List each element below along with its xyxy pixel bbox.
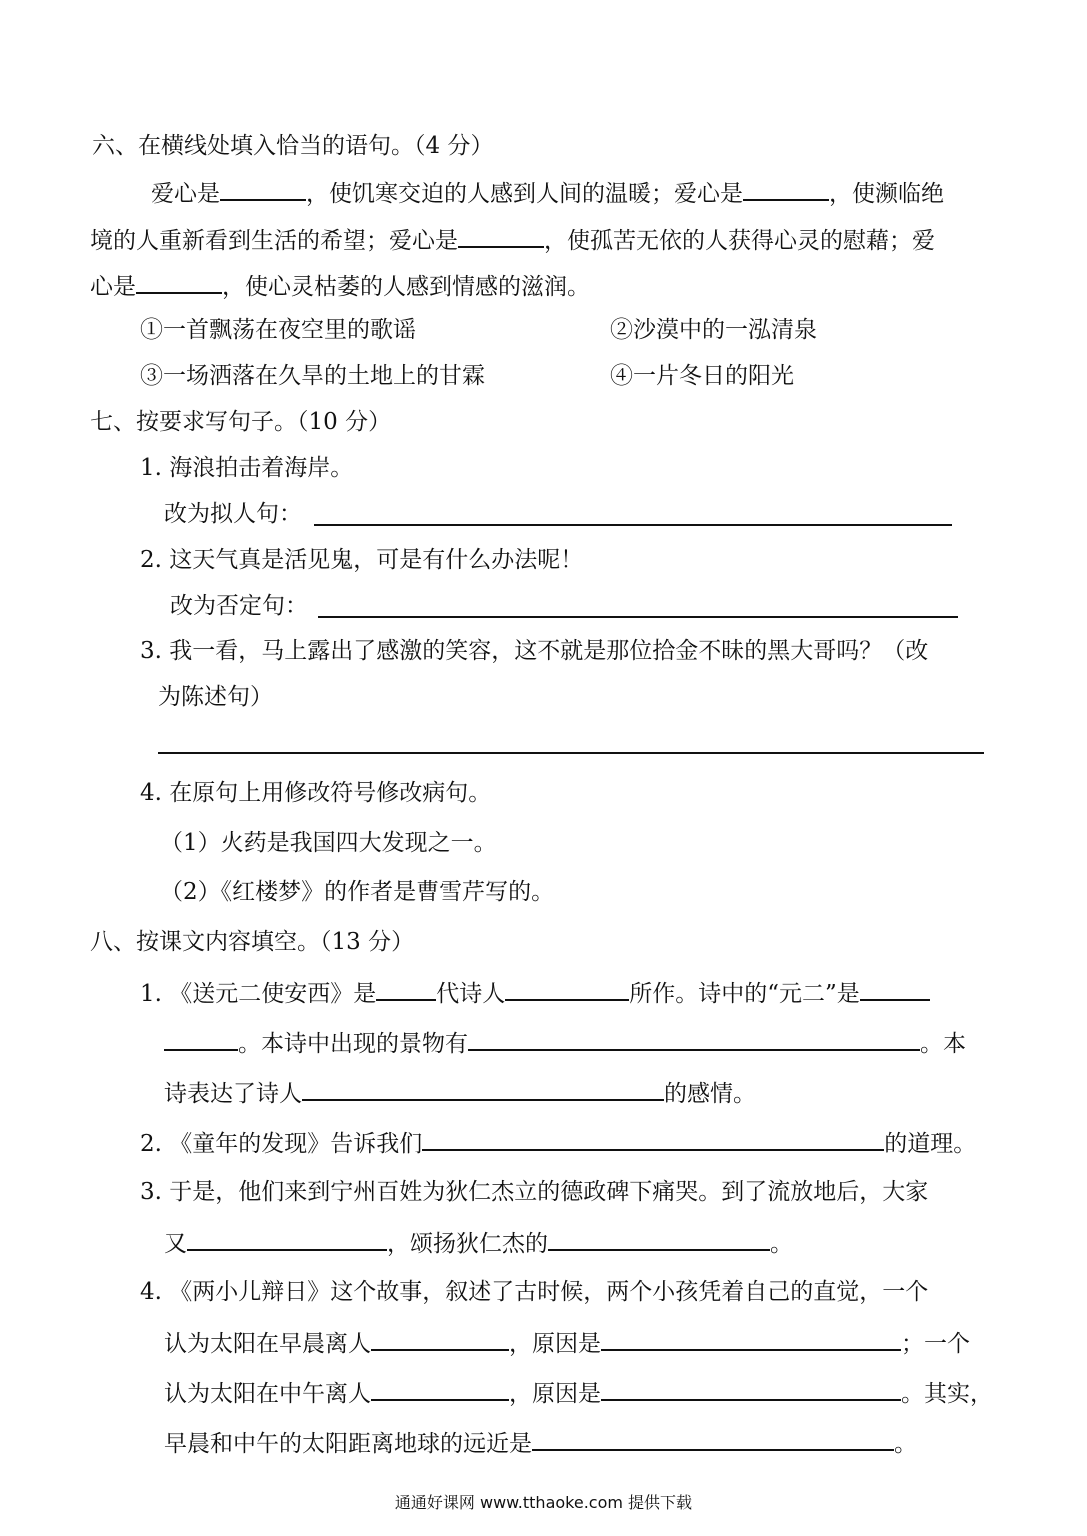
s6-blank-2[interactable] <box>743 177 829 201</box>
s7-q2-prompt: 改为否定句： <box>170 593 308 619</box>
s8-q4-line-1: 4. 《两小儿辩日》这个故事，叙述了古时候，两个小孩凭着自己的直觉，一个 <box>140 1279 929 1305</box>
s8-q1-blank-scenery[interactable] <box>468 1027 920 1051</box>
s7-q1-prompt: 改为拟人句： <box>164 501 302 527</box>
s8-text: 2. 《童年的发现》告诉我们 <box>140 1131 423 1157</box>
s8-text: 1. 《送元二使安西》是 <box>140 981 377 1007</box>
s8-text: 的道理。 <box>884 1131 977 1157</box>
s7-question-2: 2. 这天气真是活见鬼，可是有什么办法呢！ <box>140 547 584 573</box>
s8-q3-blank-2[interactable] <box>548 1227 770 1251</box>
s7-question-3: 3. 我一看，马上露出了感激的笑容，这不就是那位拾金不昧的黑大哥吗？（改 <box>140 638 929 664</box>
s6-blank-1[interactable] <box>220 177 306 201</box>
s8-q1-line-3 <box>164 1077 756 1107</box>
s8-q4-line-2 <box>164 1327 970 1357</box>
s8-text: 又 <box>164 1231 187 1257</box>
s7-question-4: 4. 在原句上用修改符号修改病句。 <box>140 780 492 806</box>
s6-option-1: ①一首飘荡在夜空里的歌谣 <box>140 317 416 343</box>
s8-text: 认为太阳在早晨离人 <box>164 1331 371 1357</box>
s8-text: ，原因是 <box>509 1381 601 1407</box>
s8-q1-blank-feeling[interactable] <box>302 1077 664 1101</box>
s7-q1-answer-line[interactable] <box>314 524 952 526</box>
s8-q1-blank-yuaner-cont[interactable] <box>164 1027 238 1051</box>
s8-q2-blank[interactable] <box>422 1127 884 1151</box>
s6-paragraph-line-3 <box>90 270 590 300</box>
s8-q4-line-3 <box>164 1377 993 1407</box>
s8-q1-blank-yuaner[interactable] <box>860 977 930 1001</box>
s8-q4-blank-1[interactable] <box>371 1327 509 1351</box>
s8-text: 。本诗中出现的景物有 <box>238 1031 468 1057</box>
s7-question-1: 1. 海浪拍击着海岸。 <box>140 455 354 481</box>
s8-q4-blank-5[interactable] <box>532 1427 894 1451</box>
section-6-heading: 六、在横线处填入恰当的语句。（4 分） <box>92 133 494 159</box>
s8-q4-blank-4[interactable] <box>601 1377 901 1401</box>
s6-blank-3[interactable] <box>458 224 544 248</box>
s8-text: 。 <box>770 1231 793 1257</box>
s8-text: 。 <box>894 1431 917 1457</box>
s6-text: ，使心灵枯萎的人感到情感的滋润。 <box>222 274 590 300</box>
s6-option-2: ②沙漠中的一泓清泉 <box>610 317 817 343</box>
s6-option-4: ④一片冬日的阳光 <box>610 363 794 389</box>
s7-q4-item-1: （1）火药是我国四大发现之一。 <box>160 830 497 856</box>
s8-text: 代诗人 <box>436 981 506 1007</box>
s6-option-3: ③一场洒落在久旱的土地上的甘霖 <box>140 363 485 389</box>
s7-q3-answer-line[interactable] <box>158 752 984 754</box>
s8-text: 。本 <box>920 1031 966 1057</box>
s6-blank-4[interactable] <box>136 270 222 294</box>
s8-text: 。其实， <box>901 1381 993 1407</box>
s8-q3-line-1: 3. 于是，他们来到宁州百姓为狄仁杰立的德政碑下痛哭。到了流放地后，大家 <box>140 1179 929 1205</box>
s6-text: 境的人重新看到生活的希望；爱心是 <box>90 228 458 254</box>
s8-text: ，颂扬狄仁杰的 <box>387 1231 548 1257</box>
s8-q4-line-4 <box>164 1427 917 1457</box>
s8-text: 诗表达了诗人 <box>164 1081 302 1107</box>
s8-q1-blank-poet[interactable] <box>505 977 629 1001</box>
s6-text: 心是 <box>90 274 136 300</box>
s6-paragraph-line-1 <box>151 177 944 207</box>
s8-text: 的感情。 <box>664 1081 756 1107</box>
s8-text: 早晨和中午的太阳距离地球的远近是 <box>164 1431 532 1457</box>
s6-text: ，使饥寒交迫的人感到人间的温暖；爱心是 <box>306 181 743 207</box>
page-footer: 通通好课网 www.tthaoke.com 提供下载 <box>394 1493 693 1512</box>
s8-q3-line-2 <box>164 1227 793 1257</box>
section-7-heading: 七、按要求写句子。（10 分） <box>90 409 392 435</box>
s6-text: ，使孤苦无依的人获得心灵的慰藉；爱 <box>544 228 935 254</box>
s8-text: 所作。诗中的“元二”是 <box>629 981 860 1007</box>
s6-paragraph-line-2 <box>90 224 935 254</box>
s8-q3-blank-1[interactable] <box>187 1227 387 1251</box>
s8-q1-line-1 <box>140 977 930 1007</box>
s8-text: ，原因是 <box>509 1331 601 1357</box>
s8-q4-blank-2[interactable] <box>601 1327 901 1351</box>
s6-text: 爱心是 <box>151 181 220 207</box>
s8-q1-blank-dynasty[interactable] <box>376 977 436 1001</box>
s6-text: ，使濒临绝 <box>829 181 944 207</box>
s7-q4-item-2: （2）《红楼梦》的作者是曹雪芹写的。 <box>160 879 555 905</box>
s8-q1-line-2 <box>164 1027 966 1057</box>
s7-question-3-cont: 为陈述句） <box>158 684 273 710</box>
s8-text: ；一个 <box>901 1331 970 1357</box>
s8-q2-line <box>140 1127 976 1157</box>
s8-text: 认为太阳在中午离人 <box>164 1381 371 1407</box>
s7-q2-answer-line[interactable] <box>318 616 958 618</box>
section-8-heading: 八、按课文内容填空。（13 分） <box>90 929 415 955</box>
s8-q4-blank-3[interactable] <box>371 1377 509 1401</box>
